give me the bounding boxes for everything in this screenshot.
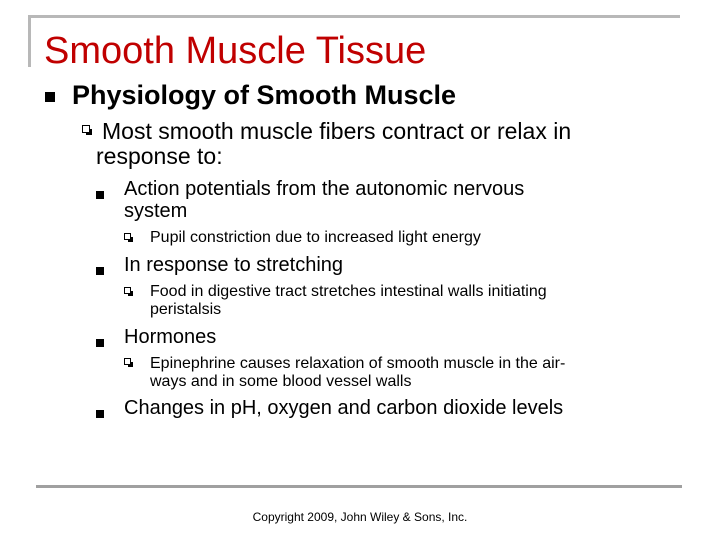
list-item-3-detail-line-2: ways and in some blood vessel walls xyxy=(150,373,412,390)
title-frame-top-line xyxy=(28,15,680,18)
list-item-2-line-1: In response to stretching xyxy=(124,254,344,276)
intro-line-1: Most smooth muscle fibers contract or relax in xyxy=(102,118,572,144)
filled-square-bullet-icon xyxy=(96,339,104,347)
filled-square-bullet-icon xyxy=(45,92,55,102)
filled-square-bullet-icon xyxy=(96,267,104,275)
filled-square-bullet-icon xyxy=(96,191,104,199)
filled-square-bullet-icon xyxy=(96,410,104,418)
list-item-2-detail-line-2: peristalsis xyxy=(150,301,222,318)
list-item-3-detail-line-1: Epinephrine causes relaxation of smooth muscle in the air- xyxy=(150,355,566,372)
list-item-4-line-1: Changes in pH, oxygen and carbon dioxide levels xyxy=(124,397,564,419)
footer-divider xyxy=(36,485,682,488)
hollow-square-bullet-icon xyxy=(82,125,90,133)
list-item-1-detail: Pupil constriction due to increased light energy xyxy=(150,229,481,246)
list-item-2-detail-line-1: Food in digestive tract stretches intestinal walls initiating xyxy=(150,283,547,300)
intro-line-2: response to: xyxy=(96,143,223,169)
list-item-1-line-1: Action potentials from the autonomic nervous xyxy=(124,178,525,200)
slide-title: Smooth Muscle Tissue xyxy=(44,30,427,72)
title-frame-left-line xyxy=(28,15,31,67)
list-item-1-line-2: system xyxy=(124,200,188,222)
hollow-square-bullet-icon xyxy=(124,233,131,240)
section-heading: Physiology of Smooth Muscle xyxy=(72,80,457,110)
footer-copyright: Copyright 2009, John Wiley & Sons, Inc. xyxy=(252,510,468,524)
hollow-square-bullet-icon xyxy=(124,287,131,294)
list-item-3-line-1: Hormones xyxy=(124,326,217,348)
hollow-square-bullet-icon xyxy=(124,358,131,365)
